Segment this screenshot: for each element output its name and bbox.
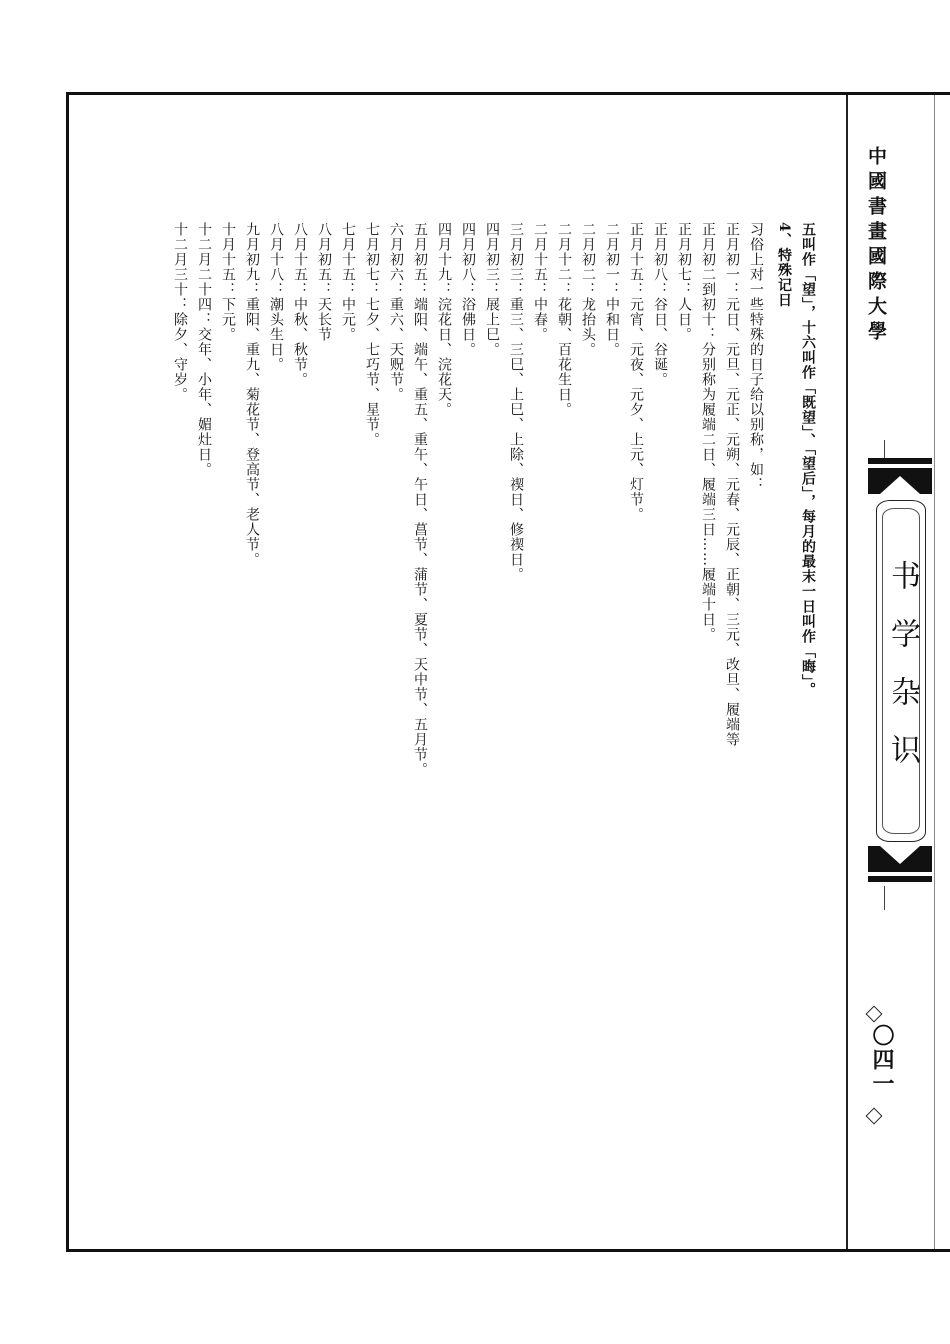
page-number: 〇四一: [869, 1024, 895, 1096]
rule-line: [884, 886, 885, 910]
entry-line: 七月初七：七夕、七巧节、星节。: [364, 222, 380, 447]
entry-line: 四月初八：浴佛日。: [460, 222, 476, 357]
entry-line: 八月初五：天长节: [316, 222, 332, 342]
entry-line: 十二月三十：除夕、守岁。: [172, 222, 188, 402]
entry-line: 十月十五：下元。: [220, 222, 236, 342]
entry-line: 二月初二：龙抬头。: [580, 222, 596, 357]
book-title: 书学杂识: [885, 560, 920, 792]
thick-bar: [868, 876, 932, 882]
text-line: 五叫作「望」，十六叫作「既望」、「望后」，每月的最末一日叫作「晦」。: [800, 222, 816, 697]
entry-line: 八月十八：潮头生日。: [268, 222, 284, 372]
entry-line: 正月初二到初十：分别称为履端二日、履端三日……履端十日。: [700, 222, 716, 642]
entry-line: 十二月二十四：交年、小年、媚灶日。: [196, 222, 212, 477]
chevron-ornament-top: [868, 468, 932, 494]
chevron-ornament-bottom: [868, 846, 932, 872]
intro-line: 习俗上对一些特殊的日子给以别称，如：: [748, 222, 764, 492]
entry-line: 正月初八：谷日、谷诞。: [652, 222, 668, 387]
main-text-column: [100, 222, 820, 1142]
outer-divider: [934, 95, 935, 1249]
section-heading: 4、特殊记日: [776, 222, 792, 308]
entry-line: 二月十二：花朝、百花生日。: [556, 222, 572, 417]
entry-line: 三月初三：重三、三巳、上巳、上除、禊日、修禊日。: [508, 222, 524, 582]
entry-line: 九月初九：重阳、重九、菊花节、登高节、老人节。: [244, 222, 260, 567]
entry-line: 二月十五：中春。: [532, 222, 548, 342]
margin-divider: [846, 95, 848, 1249]
entry-line: 正月十五：元宵、元夜、元夕、上元、灯节。: [628, 222, 644, 522]
entry-line: 正月初一：元日、元旦、元正、元朔、元春、元辰、正朝、三元、改旦、履端等: [724, 222, 740, 747]
institution-title: 中國書畫國際大學: [865, 146, 887, 346]
entry-line: 二月初一：中和日。: [604, 222, 620, 357]
thick-bar: [868, 458, 932, 464]
entry-line: 六月初六：重六、天贶节。: [388, 222, 404, 402]
entry-line: 四月初三：展上巳。: [484, 222, 500, 357]
entry-line: 五月初五：端阳、端午、重五、重午、午日、菖节、蒲节、夏节、天中节、五月节。: [412, 222, 428, 777]
entry-line: 七月十五：中元。: [340, 222, 356, 342]
entry-line: 正月初七：人日。: [676, 222, 692, 342]
entry-line: 四月十九：浣花日、浣花天。: [436, 222, 452, 417]
entry-line: 八月十五：中秋、秋节。: [292, 222, 308, 387]
